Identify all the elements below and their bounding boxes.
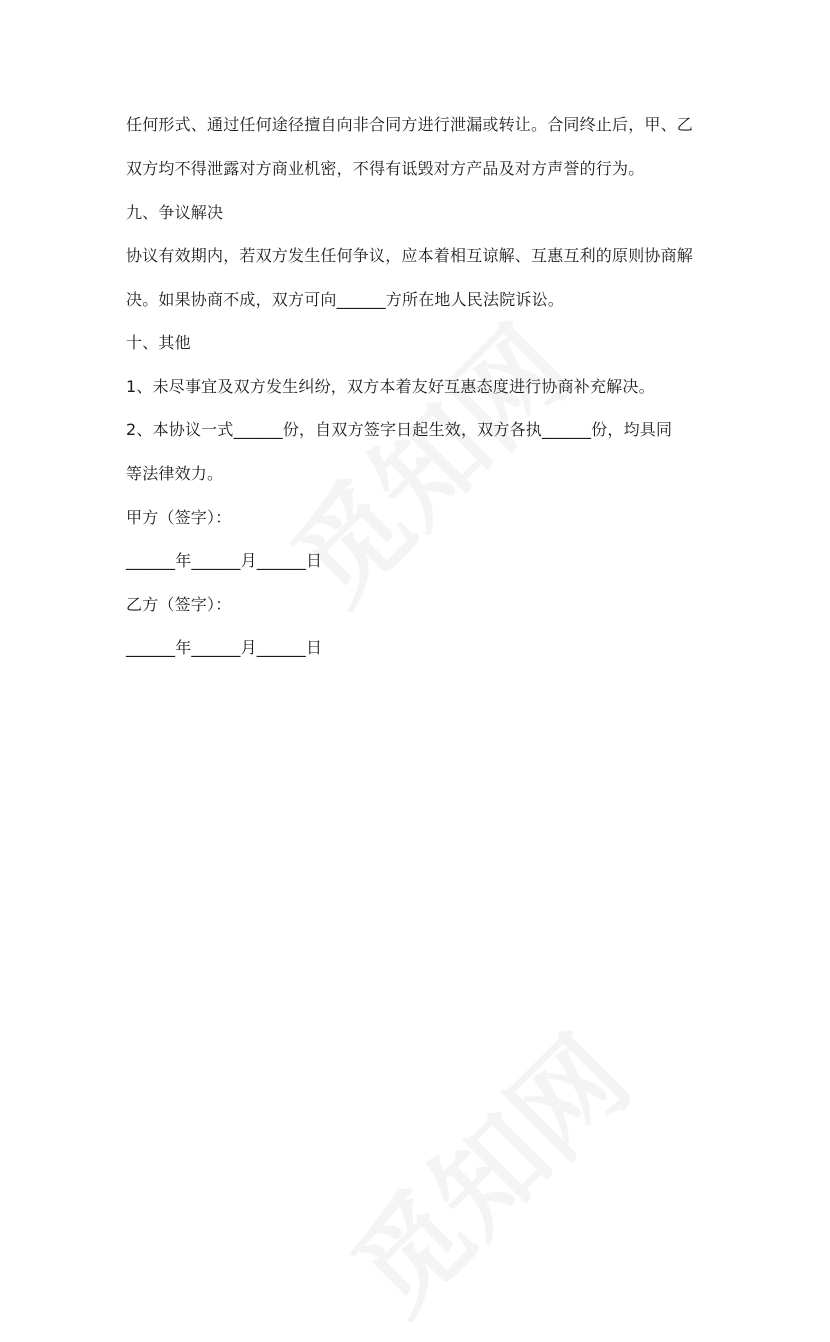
paragraph-line: 2、本协议一式______份，自双方签字日起生效，双方各执______份，均具同 xyxy=(126,420,673,439)
paragraph-line: 任何形式、通过任何途径擅自向非合同方进行泄漏或转让。合同终止后，甲、乙 xyxy=(126,115,694,134)
paragraph-line: 双方均不得泄露对方商业机密，不得有诋毁对方产品及对方声誉的行为。 xyxy=(126,159,645,178)
watermark xyxy=(312,996,657,1341)
section-heading: 十、其他 xyxy=(126,333,191,352)
date-line-party-a: ______年______月______日 xyxy=(126,551,323,570)
paragraph-line: 协议有效期内，若双方发生任何争议，应本着相互谅解、互惠互利的原则协商解 xyxy=(126,246,694,265)
date-line-party-b: ______年______月______日 xyxy=(126,638,323,657)
watermark xyxy=(252,286,597,631)
signature-label-party-b: 乙方（签字）： xyxy=(126,595,232,614)
signature-label-party-a: 甲方（签字）： xyxy=(126,508,232,527)
section-heading: 九、争议解决 xyxy=(126,203,224,222)
paragraph-line: 决。如果协商不成，双方可向______方所在地人民法院诉讼。 xyxy=(126,290,565,309)
paragraph-line: 等法律效力。 xyxy=(126,464,224,483)
paragraph-line: 1、未尽事宜及双方发生纠纷，双方本着友好互惠态度进行协商补充解决。 xyxy=(126,377,655,396)
